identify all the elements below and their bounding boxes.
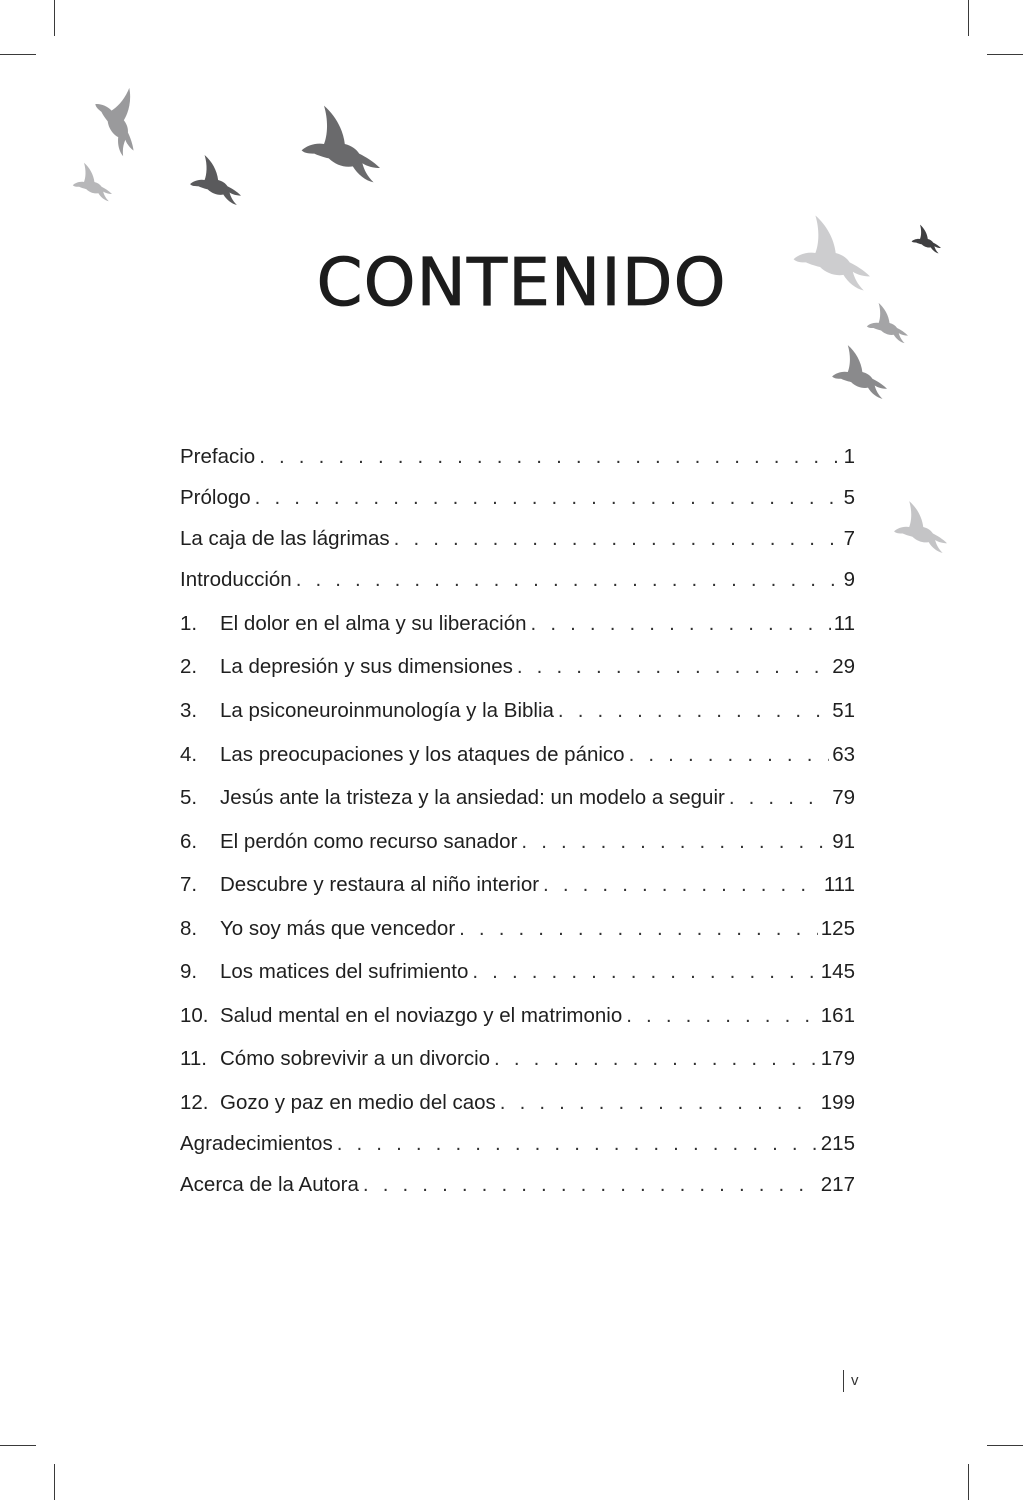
crop-mark <box>987 1445 1023 1446</box>
toc-entry <box>180 1001 855 1031</box>
toc-entry <box>180 783 855 813</box>
toc-page-number: 111 <box>823 873 855 896</box>
crop-mark <box>968 0 969 36</box>
crop-mark <box>987 54 1023 55</box>
toc-leader-dots <box>363 1170 818 1200</box>
toc-chapter-number: 10. <box>180 1004 209 1027</box>
toc-chapter-number: 4. <box>180 743 198 766</box>
page-number: v <box>851 1372 859 1389</box>
toc-chapter-number: 7. <box>180 873 198 896</box>
toc-page-number: 1 <box>843 445 855 468</box>
toc-page-number: 217 <box>820 1173 855 1196</box>
toc-leader-dots <box>259 442 840 472</box>
toc-entry-title: Yo soy más que vencedor <box>220 917 456 940</box>
toc-leader-dots <box>255 483 841 513</box>
toc-leader-dots <box>296 565 841 595</box>
toc-page-number: 51 <box>832 699 855 722</box>
toc-chapter-number: 5. <box>180 786 198 809</box>
toc-entry-title: Los matices del sufrimiento <box>220 960 469 983</box>
toc-entry <box>180 1129 855 1159</box>
toc-entry-title: Cómo sobrevivir a un divorcio <box>220 1047 491 1070</box>
toc-entry <box>180 740 855 770</box>
toc-entry-title: Acerca de la Autora <box>180 1173 359 1196</box>
toc-chapter-number: 3. <box>180 699 198 722</box>
page-title: CONTENIDO <box>316 244 727 321</box>
crop-mark <box>54 1464 55 1500</box>
toc-entry-title: Las preocupaciones y los ataques de pánico <box>220 743 625 766</box>
toc-leader-dots <box>626 1001 818 1031</box>
toc-chapter-number: 12. <box>180 1091 209 1114</box>
toc-entry-title: Agradecimientos <box>180 1132 333 1155</box>
toc-leader-dots <box>521 827 829 857</box>
toc-leader-dots <box>517 652 829 682</box>
toc-entry-title: La caja de las lágrimas <box>180 527 390 550</box>
crop-mark <box>968 1464 969 1500</box>
toc-leader-dots <box>459 914 818 944</box>
toc-entry <box>180 696 855 726</box>
toc-entry-title: La psiconeuroinmunología y la Biblia <box>220 699 554 722</box>
bird-icon <box>886 500 954 554</box>
toc-chapter-number: 6. <box>180 830 198 853</box>
toc-leader-dots <box>531 609 831 639</box>
toc-page-number: 5 <box>843 486 855 509</box>
toc-chapter-number: 1. <box>180 612 198 635</box>
toc-entry <box>180 442 855 472</box>
toc-page-number: 29 <box>832 655 855 678</box>
toc-entry <box>180 870 855 900</box>
toc-entry-title: El dolor en el alma y su liberación <box>220 612 527 635</box>
toc-page-number: 63 <box>832 743 855 766</box>
bird-icon <box>292 104 388 184</box>
toc-page-number: 199 <box>820 1091 855 1114</box>
toc-chapter-number: 11. <box>180 1047 207 1070</box>
toc-entry <box>180 1088 855 1118</box>
bird-icon <box>828 344 890 400</box>
toc-page-number: 91 <box>832 830 855 853</box>
toc-entry <box>180 524 855 554</box>
toc-entry-title: Prefacio <box>180 445 256 468</box>
toc-page-number: 161 <box>820 1004 855 1027</box>
bird-icon <box>62 162 122 202</box>
toc-chapter-number: 2. <box>180 655 198 678</box>
crop-mark <box>54 0 55 36</box>
toc-leader-dots <box>500 1088 818 1118</box>
toc-leader-dots <box>629 740 830 770</box>
bird-icon <box>75 73 167 163</box>
toc-chapter-number: 8. <box>180 917 198 940</box>
toc-entry <box>180 957 855 987</box>
toc-leader-dots <box>394 524 841 554</box>
folio-divider <box>843 1370 844 1392</box>
toc-leader-dots <box>543 870 821 900</box>
toc-page-number: 9 <box>843 568 855 591</box>
toc-entry <box>180 483 855 513</box>
toc-entry-title: Gozo y paz en medio del caos <box>220 1091 496 1114</box>
toc-entry <box>180 565 855 595</box>
toc-page-number: 215 <box>820 1132 855 1155</box>
toc-leader-dots <box>337 1129 818 1159</box>
toc-entry-title: La depresión y sus dimensiones <box>220 655 513 678</box>
crop-mark <box>0 1445 36 1446</box>
toc-entry-title: El perdón como recurso sanador <box>220 830 518 853</box>
toc-entry <box>180 1170 855 1200</box>
toc-leader-dots <box>472 957 817 987</box>
crop-mark <box>0 54 36 55</box>
toc-entry <box>180 914 855 944</box>
toc-entry-title: Jesús ante la tristeza y la ansiedad: un modelo a seguir <box>220 786 725 809</box>
toc-leader-dots <box>729 783 829 813</box>
toc-entry <box>180 1044 855 1074</box>
toc-entry-title: Descubre y restaura al niño interior <box>220 873 540 896</box>
toc-leader-dots <box>558 696 829 726</box>
toc-page-number: 125 <box>820 917 855 940</box>
toc-page-number: 145 <box>820 960 855 983</box>
toc-entry-title: Salud mental en el noviazgo y el matrimonio <box>220 1004 623 1027</box>
toc-entry-title: Prólogo <box>180 486 251 509</box>
toc-page-number: 11 <box>833 612 855 635</box>
toc-chapter-number: 9. <box>180 960 198 983</box>
toc-page-number: 7 <box>843 527 855 550</box>
toc-page-number: 179 <box>820 1047 855 1070</box>
toc-leader-dots <box>494 1044 818 1074</box>
toc-page-number: 79 <box>832 786 855 809</box>
toc-entry <box>180 609 855 639</box>
toc-entry-title: Introducción <box>180 568 292 591</box>
toc-entry <box>180 652 855 682</box>
bird-icon <box>178 154 252 206</box>
toc-entry <box>180 827 855 857</box>
